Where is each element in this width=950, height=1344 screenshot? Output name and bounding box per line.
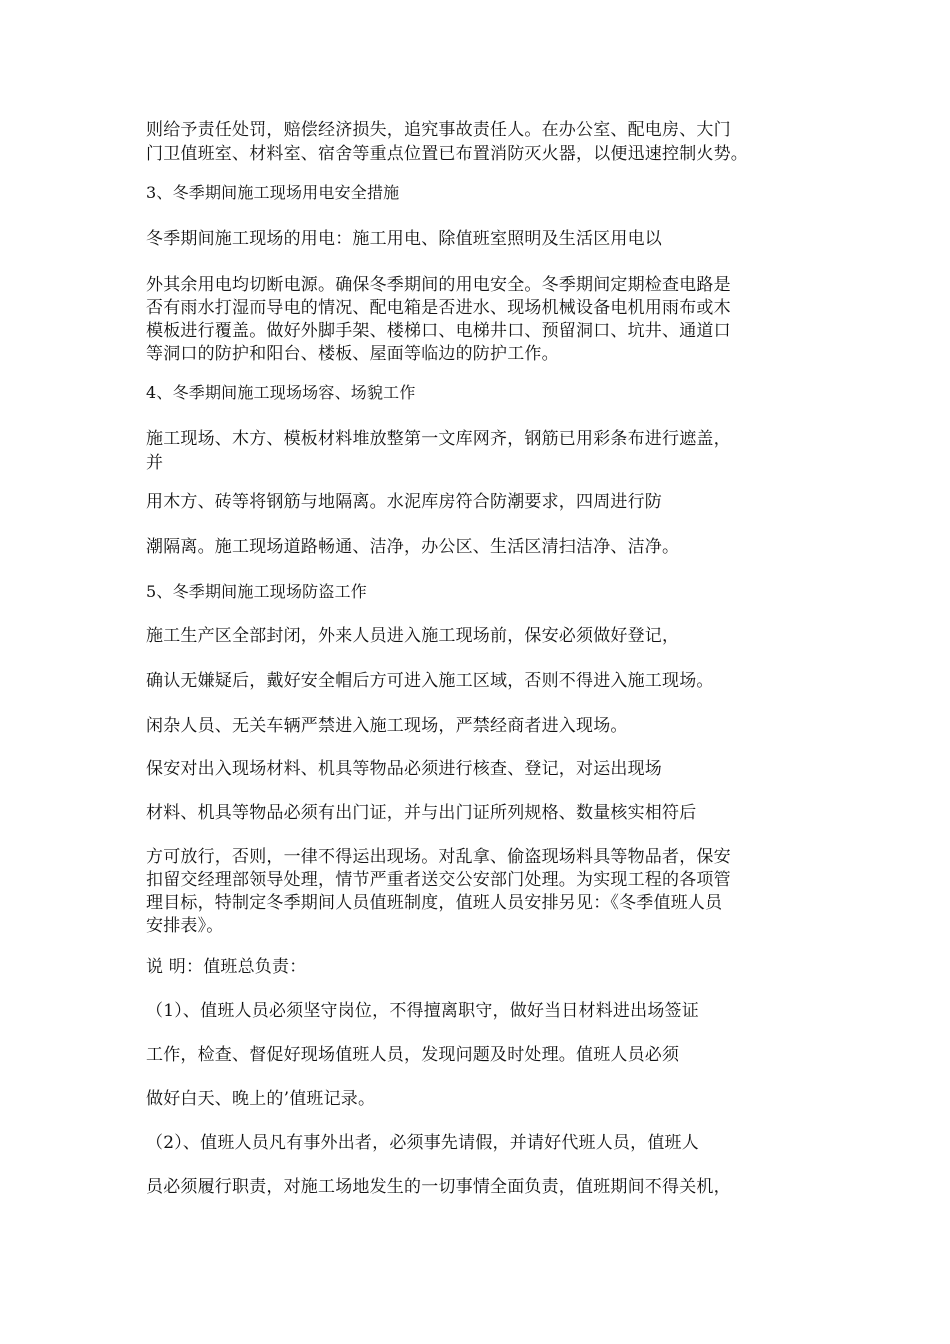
paragraph-line: 模板进行覆盖。做好外脚手架、楼梯口、电梯井口、预留洞口、坑井、通道口	[146, 321, 731, 341]
paragraph-line: 扣留交经理部领导处理，情节严重者送交公安部门处理。为实现工程的各项管	[146, 870, 731, 890]
paragraph-line: 则给予责任处罚，赔偿经济损失，追究事故责任人。在办公室、配电房、大门	[146, 120, 731, 140]
section-heading-3: 3、冬季期间施工现场用电安全措施	[146, 183, 400, 202]
paragraph-line: 否有雨水打湿而导电的情况、配电箱是否进水、现场机械设备电机用雨布或木	[146, 298, 731, 318]
paragraph-line: 潮隔离。施工现场道路畅通、洁净，办公区、生活区清扫洁净、洁净。	[146, 537, 680, 557]
paragraph-line: 用木方、砖等将钢筋与地隔离。水泥库房符合防潮要求，四周进行防	[146, 492, 662, 512]
paragraph-line: 保安对出入现场材料、机具等物品必须进行核查、登记，对运出现场	[146, 759, 662, 779]
paragraph-line: 员必须履行职责，对施工场地发生的一切事情全面负责，值班期间不得关机，	[146, 1177, 731, 1197]
paragraph-line: 安排表》。	[146, 916, 224, 936]
paragraph-line: 冬季期间施工现场的用电：施工用电、除值班室照明及生活区用电以	[146, 229, 662, 249]
paragraph-line: （2）、值班人员凡有事外出者，必须事先请假，并请好代班人员，值班人	[146, 1133, 699, 1153]
paragraph-line: 确认无嫌疑后，戴好安全帽后方可进入施工区域，否则不得进入施工现场。	[146, 671, 714, 691]
paragraph-line: 等洞口的防护和阳台、楼板、屋面等临边的防护工作。	[146, 344, 559, 364]
paragraph-line: （1）、值班人员必须坚守岗位，不得擅离职守，做好当日材料进出场签证	[146, 1001, 699, 1021]
paragraph-line: 做好白天、晚上的’值班记录。	[146, 1089, 376, 1109]
paragraph-line: 闲杂人员、无关车辆严禁进入施工现场，严禁经商者进入现场。	[146, 716, 628, 736]
paragraph-line: 工作，检查、督促好现场值班人员，发现问题及时处理。值班人员必须	[146, 1045, 680, 1065]
paragraph-line: 理目标，特制定冬季期间人员值班制度，值班人员安排另见：《冬季值班人员	[146, 893, 723, 913]
section-heading-5: 5、冬季期间施工现场防盗工作	[146, 582, 367, 601]
paragraph-line: 施工现场、木方、模板材料堆放整第一文库网齐，钢筋已用彩条布进行遮盖，	[146, 429, 731, 449]
paragraph-line: 门卫值班室、材料室、宿舍等重点位置已布置消防灭火器，以便迅速控制火势。	[146, 144, 748, 164]
paragraph-line: 施工生产区全部封闭，外来人员进入施工现场前，保安必须做好登记，	[146, 626, 680, 646]
paragraph-line: 方可放行，否则，一律不得运出现场。对乱拿、偷盗现场料具等物品者，保安	[146, 847, 731, 867]
paragraph-line: 材料、机具等物品必须有出门证，并与出门证所列规格、数量核实相符后	[146, 803, 697, 823]
section-heading-4: 4、冬季期间施工现场场容、场貌工作	[146, 383, 416, 402]
note-heading: 说 明：值班总负责：	[146, 957, 307, 977]
paragraph-line: 外其余用电均切断电源。确保冬季期间的用电安全。冬季期间定期检查电路是	[146, 275, 731, 295]
paragraph-line: 并	[146, 453, 164, 473]
